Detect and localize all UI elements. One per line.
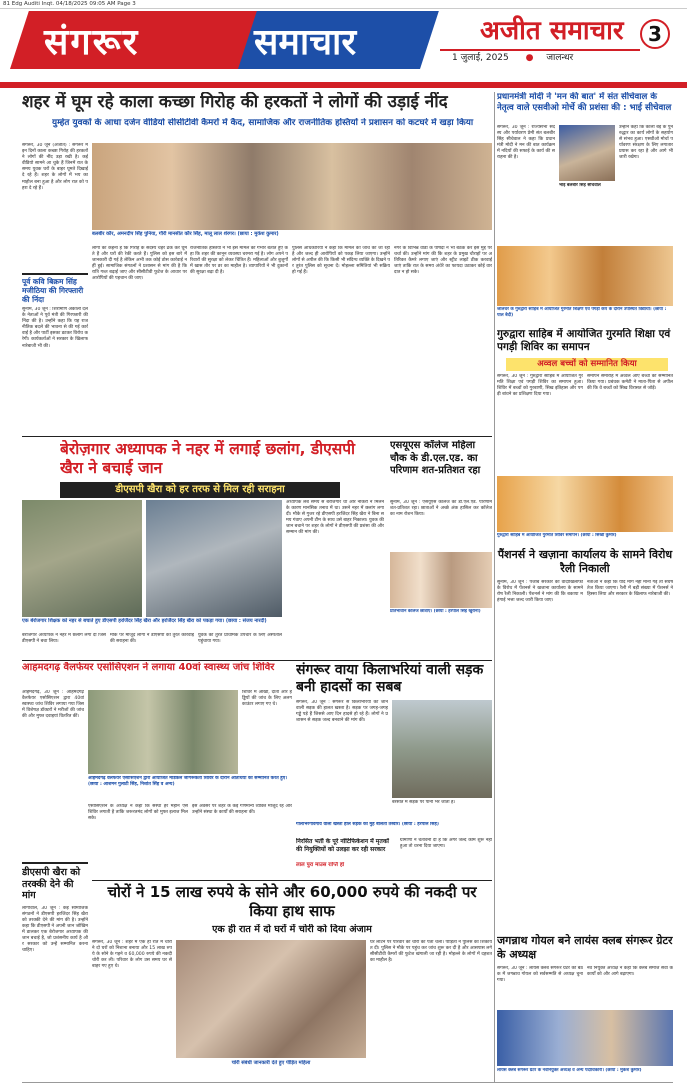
issue-date: 1 जुलाई, 2025 <box>452 53 509 63</box>
sidebar-box-headline: पूर्व कवि बिक्रम सिंह मजीठिया की गिरफ्तारी की निंदा <box>22 277 84 304</box>
print-info-strip: 81 Edg Auditi Inqt. 04/18/2025 09:05 AM Page 3 <box>0 0 687 9</box>
road-photo <box>392 700 492 798</box>
gurudwara-body-b: समापन समारोह में अव्वल आए बच्चों को सम्मानित किया गया। प्रबंधक कमेटी ने माता-पिता से अपील की कि वे बच्चों को सिख विरासत से जोड़ें। <box>587 374 673 392</box>
health-headline: आहमदगढ़ वैलफेयर एसोसिएशन ने लगाया 40वां स्वास्थ्य जांच शिविर <box>22 662 275 673</box>
masthead <box>10 11 673 75</box>
road-inset-headline: निरसित भर्ती के पूरे नोटिफिकेशन में मृतकों की नियुक्तियों को उलझा कर रही सरकार <box>296 838 389 853</box>
issue-city: जालन्धर <box>546 53 574 63</box>
dsp-box-body: लौंगोवाल, 30 जून : कई सामाजिक संगठनों ने डीएसपी हरजिंदर सिंह खैरा को तरक्की देने की मांग की है। उन्होंने कहा कि डीएसपी ने अपनी जान जोखिम में डालकर एक बेरोजगार अध्यापक की जान बचाई है, जो प्रशंसनीय कार्य है और सरकार को उन्हें सम्मानित करना चाहिए। <box>22 905 88 954</box>
college-caption: प्रतिभावान कॉलेज छात्राएं। (छाया : हरपाल सिंह खुराना) <box>390 609 481 614</box>
road-body-c: ग्रामीणों ने चेतावनी दी है कि अगर जल्द काम शुरू नहीं हुआ तो धरना दिया जाएगा। <box>400 838 492 850</box>
gurudwara-photo <box>497 476 673 532</box>
lead-photo-portraits <box>92 143 492 230</box>
health-body-d: इस अवसर पर शहर के कई गणमान्य व्यक्ति मौजूद रहे और उन्होंने संस्था के कार्यों की सराहना की। <box>192 804 292 816</box>
sidebar-box-body: सुनाम, 30 जून : शिरोमणि अकाली दल के नेताओं ने पूर्व मंत्री की गिरफ्तारी की निंदा की है। उन्होंने कहा कि यह राजनीतिक बदले की भावना से की गई कार्रवाई है और पार्टी इसका डटकर विरोध करेगी। कार्यकर्ताओं ने सरकार के खिलाफ नारेबाजी भी की। <box>22 307 88 349</box>
road-headline: संगरूर वाया किलाभरियां वाली सड़क बनी हादसों का सबब <box>296 662 484 695</box>
teacher-banner: डीएसपी खैरा को हर तरफ से मिल रही सराहना <box>60 482 340 498</box>
lions-body-a: संगरूर, 30 जून : लायंस क्लब संगरूर ग्रेटर की बैठक में जगन्नाथ गोयल को सर्वसम्मति से अध्यक्ष चुना गया। <box>497 966 583 984</box>
college-photo-students <box>390 552 492 608</box>
theft-photo <box>176 940 366 1058</box>
masthead-title-sangrur: संगरूर <box>44 21 140 63</box>
masthead-title-samachar: समाचार <box>254 21 357 63</box>
lions-headline: जगन्नाथ गोयल बने लायंस क्लब संगरूर ग्रेटर के अध्यक्ष <box>497 934 673 961</box>
health-photo <box>88 690 238 774</box>
right-top-portrait-caption: भाई बलबीर सिंह सीचेवाल <box>559 183 601 188</box>
theft-headline: चोरों ने 15 लाख रुपये के सोने और 60,000 रुपये की नकदी पर किया हाथ साफ <box>107 883 477 920</box>
health-caption: आहमदगढ़ वैलफेयर एसोसिएशन द्वारा आयोजित मेडिकल जागरूकता शिविर के दौरान अतिथियों को सम्मानित करते हुए। (छाया : आशमन गुलाटी सिंह, निशांत सिंह व अन्य) <box>88 776 288 788</box>
lions-caption: लायंस क्लब संगरूर ग्रेटर के नवनियुक्त अध्यक्ष व अन्य पदाधिकारी। (छाया : मुकेश कुमार) <box>497 1068 642 1073</box>
health-body-b: शिविर में आंखों, दांतों और हड्डियों की जांच के लिए अलग काउंटर लगाए गए थे। <box>242 690 292 708</box>
brand-logo-ajit-samachar: अजीत समाचार <box>480 16 624 46</box>
dsp-box-headline: डीएसपी खैरा को तरक्की देने की मांग <box>22 867 81 901</box>
theft-caption: चोरी संबंधी जानकारी देते हुए पीड़ित महिला <box>231 1060 311 1066</box>
lead-body-col3: राजनीतिक हस्तियों ने भी इस मामले को गंभीर बताते हुए कहा कि शहर की कानून व्यवस्था चरमरा गई है। लोग अपने परिवारों की सुरक्षा को लेकर चिंतित हैं। महिलाओं और बुजुर्गों में खास तौर पर डर का माहौल है। व्यापारियों ने भी दुकानों की सुरक्षा बढ़ा दी है। <box>190 246 288 276</box>
theft-body-b: घर लौटने पर परिवार को चोरी का पता चला। पीड़ितों ने पुलिस को शिकायत दी। पुलिस ने मौके पर पहुंच कर जांच शुरू कर दी है और आसपास लगे सीसीटीवी कैमरों की फुटेज खंगाली जा रही है। मोहल्ले के लोगों में दहशत का माहौल है। <box>370 940 492 964</box>
right-top-body-a: संगरूर, 30 जून : राज्यसभा सदस्य और पर्यावरण प्रेमी संत बलबीर सिंह सीचेवाल ने कहा कि प्रधानमंत्री मोदी ने मन की बात कार्यक्रम में नदियों की सफाई के कार्य की सराहना की है। <box>497 125 555 161</box>
college-body: सुनाम, 30 जून : एसयूएस कॉलेज का डी.एल.एड. परिणाम शत-प्रतिशत रहा। छात्राओं ने अच्छे अंक हासिल कर कॉलेज का नाम रोशन किया। <box>390 500 492 518</box>
lead-subhead: युम्हेत युवकों के आधा दर्जन वीडियो सीसीटीवी कैमरों में कैद, सामाजिक और राजनीतिक हस्तियों ने प्रशासन को कटघरे में खड़ा किया <box>52 118 474 128</box>
right-top-portrait <box>559 125 615 181</box>
right-top-photo-caption: जालंधर के गुरुद्वारा साहिब में आयोजित गुरमति शिक्षण एवं पगड़ी कैंप के दौरान उपस्थित विद्यार्थी। (छाया : पाल बेदी) <box>497 307 667 319</box>
page-number: 3 <box>640 19 670 49</box>
teacher-body-c: युवक को तुरंत प्राथमिक उपचार के लिए अस्पताल पहुंचाया गया। <box>198 633 282 645</box>
gurudwara-body-a: संगरूर, 30 जून : गुरुद्वारा साहिब में आयोजित गुरमति शिक्षा एवं पगड़ी शिविर का समापन हुआ। शिविर में बच्चों को गुरबाणी, सिख इतिहास और पगड़ी बांधने का प्रशिक्षण दिया गया। <box>497 374 583 398</box>
college-headline: एसयूएस कॉलेज महिला चौक के डी.एल.एड. का परिणाम शत-प्रतिशत रहा <box>390 440 481 476</box>
theft-subhead: एक ही रात में दो घरों में चोरी को दिया अंजाम <box>212 924 372 935</box>
teacher-photo-canal <box>22 500 142 617</box>
right-top-headline: प्रधानमंत्री मोदी ने 'मन की बात' में संत सीचेवाल के नेतृत्व वाले एसवीओ मोर्चे की प्रशंसा की : भाई सीचेवाल <box>497 92 672 113</box>
theft-body-a: संगरूर, 30 जून : शहर में एक ही रात में चोरों ने दो घरों को निशाना बनाया और 15 लाख रुपये के सोने के गहने व 60,000 रुपये की नकदी चोरी कर ली। परिवार के लोग उस समय घर से बाहर गए हुए थे। <box>92 940 172 970</box>
road-inset-sub: लाल पुरा माउस राप्ति हो <box>296 862 345 868</box>
right-top-photo-group <box>497 246 673 306</box>
lead-body-col5: नगर के विभिन्न वार्डों के पार्षदों ने भी बैठक कर इस मुद्दे पर चर्चा की। उन्होंने मांग की कि शहर के प्रमुख चौराहों पर अतिरिक्त कैमरे लगाए जाएं और स्ट्रीट लाइटें ठीक करवाई जाएं ताकि रात के समय अंधेरे का फायदा उठाकर कोई वारदात न हो सके। <box>394 246 492 276</box>
lead-body-col2: लोगों का कहना है कि गिरोह के सदस्य चेहरे ढंक कर घूमते हैं और घरों की रेकी करते हैं। पुलिस को इस बारे में जानकारी दी गई है लेकिन अभी तक कोई ठोस कार्रवाई नहीं हुई। सामाजिक संगठनों ने प्रशासन से मांग की है कि रात्रि गश्त बढ़ाई जाए और सीसीटीवी फुटेज के आधार पर आरोपियों की पहचान की जाए। <box>92 246 187 282</box>
pensioners-body-a: सुनाम, 30 जून : पंजाब सरकार की वादाखिलाफी के विरोध में पेंशनर्स ने खजाना कार्यालय के सामने रोष रैली निकाली। पेंशनर्स ने मांग की कि बकाया महंगाई भत्ता जल्द जारी किया जाए। <box>497 580 583 604</box>
gurudwara-subhead: अव्वल बच्चों को सम्मानित किया <box>506 358 668 371</box>
lead-body-col1: संगरूर, 30 जून (अजीत) : संगरूर में इन दिनों काला कच्छा गिरोह की हरकतों ने लोगों की नींद उड़ा रखी है। कई वीडियो सामने आ चुके हैं जिनमें रात के समय युवक घरों के बाहर घूमते दिखाई दे रहे हैं। शहर के लोगों में भय का माहौल बना हुआ है और लोग रात को पहरा दे रहे हैं। <box>22 143 88 191</box>
road-body-a: संगरूर, 30 जून : संगरूर से किलाभरियां को जाने वाली सड़क की हालत खस्ता है। सड़क पर जगह-जगह गड्ढे पड़े हैं जिससे आए दिन हादसे हो रहे हैं। लोगों ने प्रशासन से सड़क जल्द बनवाने की मांग की। <box>296 700 388 724</box>
masthead-band <box>0 82 687 88</box>
teacher-body-right: अध्यापक लंबे समय से बेरोजगार था और नौकरी न मिलने के कारण मानसिक तनाव में था। उसने नहर में छलांग लगा दी। मौके से गुजर रहे डीएसपी हरजिंदर सिंह खैरा ने बिना समय गंवाए अपनी टीम के साथ उसे बाहर निकाला। युवक की जान बचाने पर शहर के लोगों ने डीएसपी की प्रशंसा की और सम्मान की मांग की। <box>286 500 384 536</box>
road-caption: गीलाभरेगांवगाँव वाली खस्ता हाल सड़क की मुंह बोलती तस्वीर। (छाया : हरपाल सिंह) <box>296 822 439 827</box>
pensioners-headline: पैंशनर्स ने खज़ाना कार्यालय के सामने विरोध रैली निकाली <box>497 548 673 575</box>
teacher-body-a: बेरोजगार अध्यापक ने नहर में छलांग लगा दी जिसे डीएसपी ने बचा लिया। <box>22 633 106 645</box>
lions-photo <box>497 1010 673 1066</box>
dsp-box <box>22 862 88 1072</box>
gurudwara-headline: गुरुद्वारा साहिब में आयोजित गुरमति शिक्षा एवं पगड़ी शिविर का समापन <box>497 328 671 353</box>
pensioners-body-b: नेताओं ने कहा कि यदि मांगें नहीं मानी गईं तो संघर्ष तेज किया जाएगा। रैली में बड़ी संख्या में पेंशनर्स ने हिस्सा लिया और सरकार के खिलाफ नारेबाजी की। <box>587 580 673 598</box>
issue-dateline: 1 जुलाई, 2025 ● जालन्धर <box>440 49 640 65</box>
health-body-a: आहमदगढ़, 30 जून : आहमदगढ़ वैलफेयर एसोसिएशन द्वारा 40वां स्वास्थ्य जांच शिविर लगाया गया जिसमें विशेषज्ञ डॉक्टरों ने मरीजों की जांच की और मुफ्त दवाइयां वितरित कीं। <box>22 690 84 720</box>
lead-headline: शहर में घूम रहे काला कच्छा गिरोह की हरकतों ने लोगों की उड़ाई नींद <box>22 92 448 112</box>
road-body-b: बरसात में सड़क पर पानी भर जाता है। <box>392 800 456 805</box>
gurudwara-caption: गुरुद्वारा साहिब में आयोजित गुरमति शिविर समापन। (छाया : सिखी कुमार) <box>497 533 617 538</box>
right-top-body-b: उन्होंने कहा कि काली बेईं के पुनरुद्धार का कार्य लोगों के सहयोग से संभव हुआ। एसवीओ मोर्चा पर्यावरण संरक्षण के लिए लगातार प्रयास कर रहा है और आगे भी जारी रखेगा। <box>619 125 673 161</box>
teacher-photo-dsp <box>146 500 282 617</box>
lead-photo-caption: बलबीर कौर, अमनदीप सिंह पुनिया, गौरी मानसीत कौर सिंह, मालू लाल शेरगर। (छाया : मुकेश कुमार) <box>92 231 279 237</box>
teacher-body-b: मौके पर मौजूद लोगों ने डीएसपी की तुरंत कार्रवाई की सराहना की। <box>110 633 194 645</box>
lead-body-col4: पुलिस अधिकारियों ने कहा कि मामले की जांच की जा रही है और जल्द ही आरोपियों को पकड़ लिया जाएगा। उन्होंने लोगों से अपील की कि किसी भी संदिग्ध व्यक्ति के दिखने पर तुरंत पुलिस को सूचना दें। मोहल्ला समितियां भी सक्रिय हो गई हैं। <box>292 246 390 276</box>
teacher-headline: बेरोज़गार अध्यापक ने नहर में लगाई छलांग, डीएसपी खैरा ने बचाई जान <box>60 440 356 477</box>
health-body-c: एसोसिएशन के अध्यक्ष ने कहा कि संस्था हर महीने ऐसे शिविर लगाती है ताकि जरूरतमंद लोगों को मुफ्त इलाज मिल सके। <box>88 804 188 822</box>
sidebar-box <box>22 273 88 434</box>
teacher-caption: एक बेरोजगार शिक्षक को नहर से बचाते हुए डीएसपी हरजिंदर सिंह खैरा और हरजिंदर सिंह खैरा को पकड़ा गया। (छाया : संजय नारदी) <box>22 618 267 624</box>
lions-body-b: नव नियुक्त अध्यक्ष ने कहा कि क्लब समाज सेवा के कार्यों को और आगे बढ़ाएगा। <box>587 966 673 978</box>
